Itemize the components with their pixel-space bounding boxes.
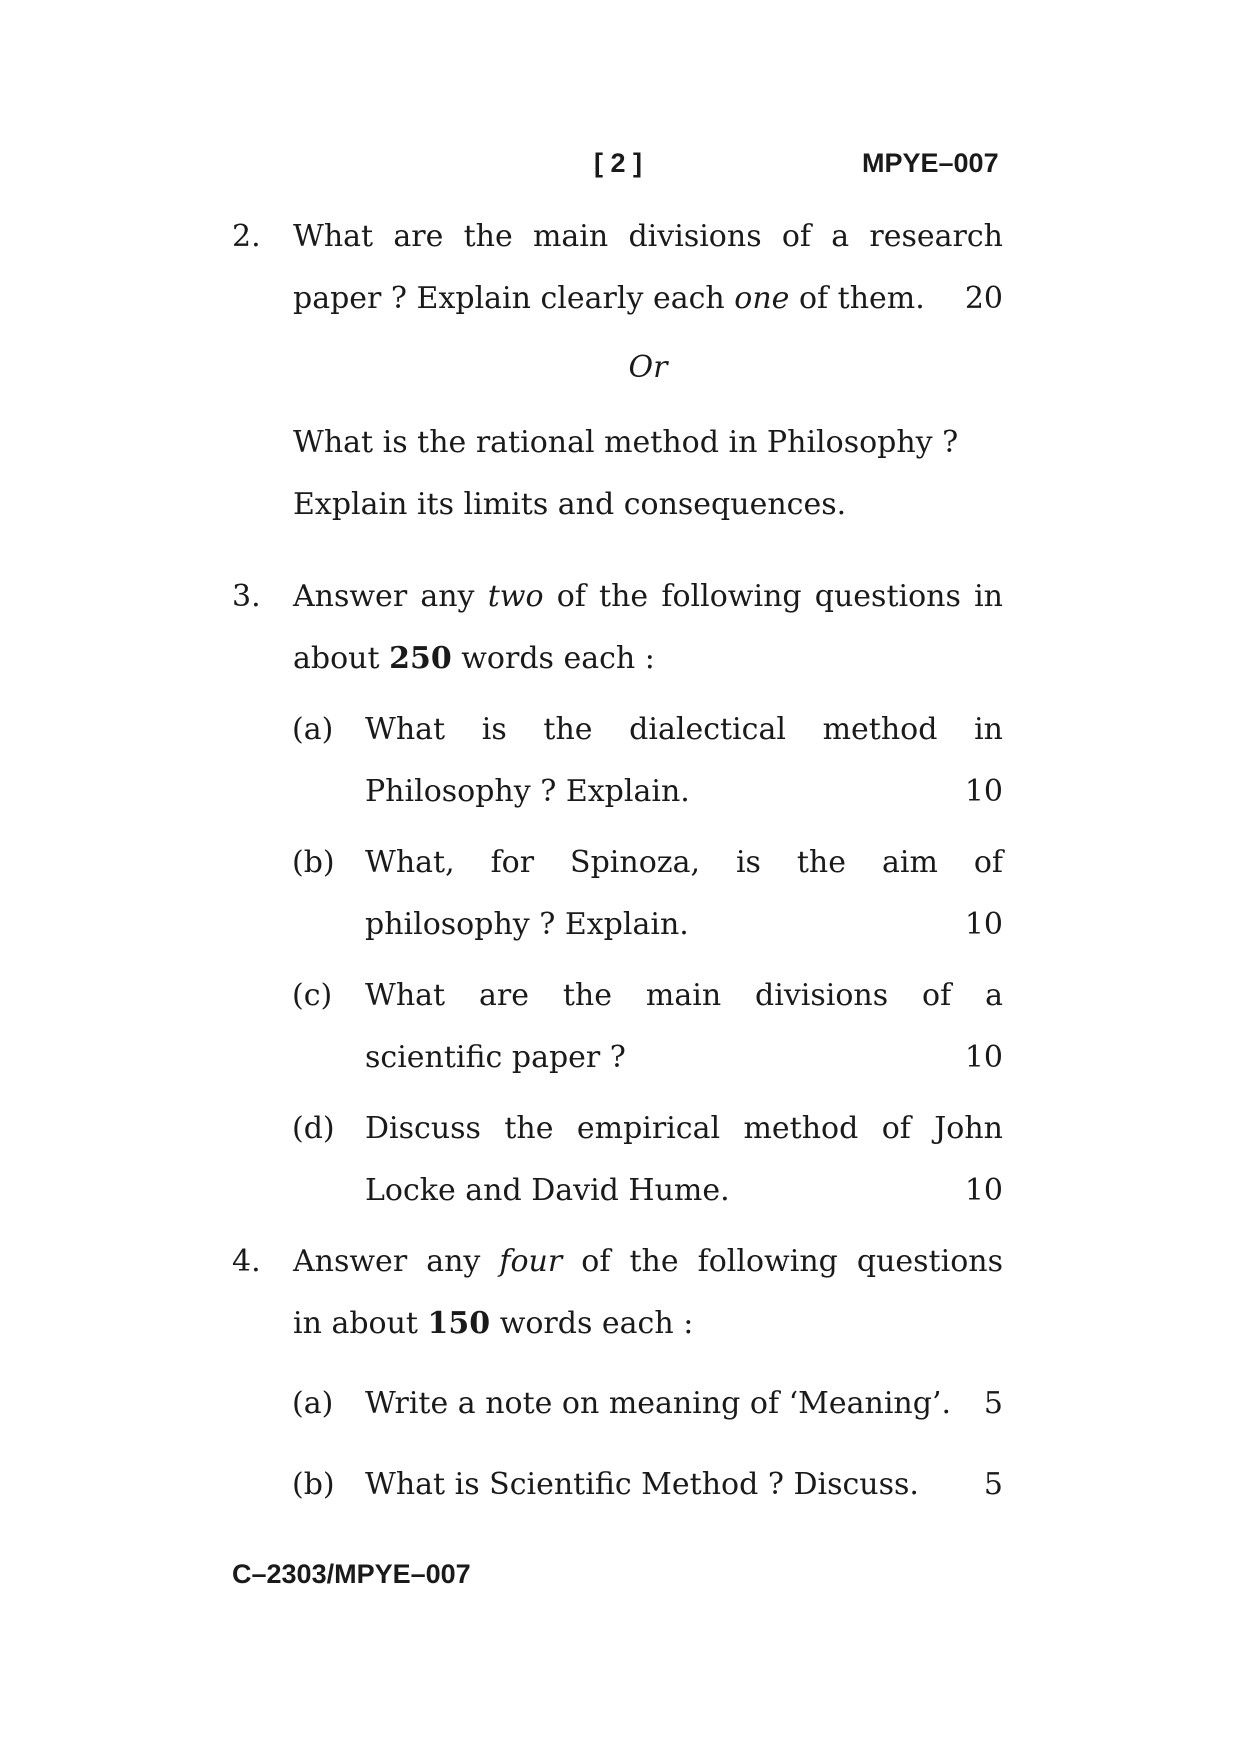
part-line-2: philosophy ? Explain. 10 (365, 894, 1003, 956)
part-line-1: What is the dialectical method in (365, 712, 1003, 747)
marks: 10 (964, 774, 1003, 809)
marks: 5 (983, 1386, 1003, 1421)
question-4-line-1: Answer any four of the following questions (293, 1244, 1003, 1279)
alternate-question-line-1: What is the rational method in Philosophy ? (293, 425, 959, 460)
part-line: What is Scientific Method ? Discuss. 5 (365, 1454, 1003, 1516)
part-line-2: Philosophy ? Explain. 10 (365, 761, 1003, 823)
part-label: (b) (292, 845, 335, 880)
marks: 10 (964, 1040, 1003, 1075)
question-3-line-2: about 250 words each : (293, 641, 655, 676)
or-divider: Or (628, 350, 668, 385)
question-2-line-1: What are the main divisions of a research (293, 219, 1003, 254)
part-label: (b) (292, 1467, 335, 1502)
part-line-1: What are the main divisions of a (365, 978, 1003, 1013)
part-line-2: Locke and David Hume. 10 (365, 1160, 1003, 1222)
question-number: 4. (232, 1244, 261, 1279)
marks: 20 (964, 281, 1003, 316)
marks: 10 (964, 1173, 1003, 1208)
marks: 5 (983, 1467, 1003, 1502)
part-line: Write a note on meaning of ‘Meaning’. 5 (365, 1373, 1003, 1435)
part-label: (d) (292, 1111, 335, 1146)
alternate-question-line-2: Explain its limits and consequences. (293, 487, 847, 522)
marks: 10 (964, 907, 1003, 942)
part-label: (a) (292, 1386, 334, 1421)
question-2-text: paper ? Explain clearly each one of them. (293, 281, 925, 316)
part-line-1: What, for Spinoza, is the aim of (365, 845, 1003, 880)
course-code: MPYE–007 (862, 148, 999, 178)
question-3-line-1: Answer any two of the following questions in (293, 579, 1003, 614)
question-number: 3. (232, 579, 261, 614)
question-number: 2. (232, 219, 261, 254)
part-label: (c) (292, 978, 333, 1013)
footer-code: C–2303/MPYE–007 (232, 1559, 471, 1589)
part-line-2: scientific paper ? 10 (365, 1027, 1003, 1089)
question-2-line-2 (293, 268, 1003, 330)
part-line-1: Discuss the empirical method of John (365, 1111, 1003, 1146)
part-label: (a) (292, 712, 334, 747)
question-4-line-2: in about 150 words each : (293, 1306, 694, 1341)
page-number: [ 2 ] (594, 148, 643, 178)
